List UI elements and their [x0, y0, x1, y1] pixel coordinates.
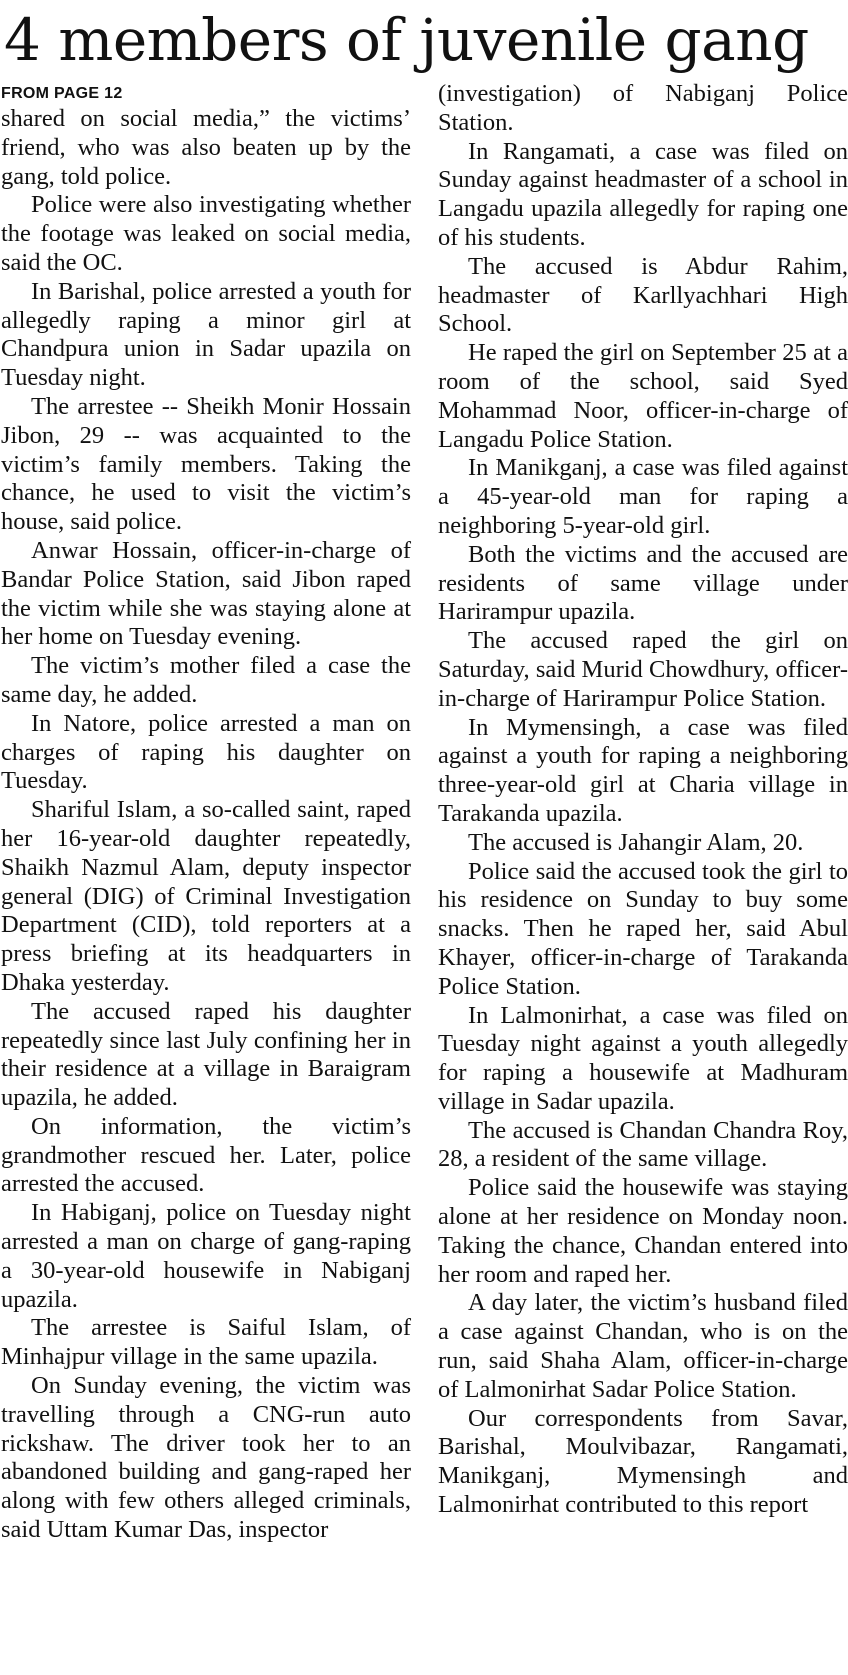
paragraph: A day later, the victim’s husband filed a case against Chandan, who is on the run, said Shaha Alam, officer-in-charge of Lalmonirhat Sadar Police Station. [438, 1289, 848, 1403]
paragraph: Anwar Hossain, officer-in-charge of Bandar Police Station, said Jibon raped the victim while she was staying alone at her home on Tuesday evening. [1, 536, 411, 651]
paragraph: In Rangamati, a case was filed on Sunday against headmaster of a school in Langadu upazila allegedly for raping one of his students. [438, 137, 848, 251]
paragraph: The accused is Jahangir Alam, 20. [468, 828, 804, 856]
paragraph: Police said the accused took the girl to his residence on Sunday to buy some snacks. Then he raped her, said Abul Khayer, officer-in-charge of Tarakanda Police Station. [438, 857, 848, 1000]
continuation-kicker: FROM PAGE 12 [1, 85, 123, 102]
article-column-left [1, 84, 411, 1545]
paragraph: The arrestee -- Sheikh Monir Hossain Jibon, 29 -- was acquainted to the victim’s family members. Taking the chance, he used to visit the victim’s house, said police. [1, 392, 411, 536]
paragraph: The accused is Chandan Chandra Roy, 28, a resident of the same village. [438, 1116, 848, 1173]
paragraph: The accused raped his daughter repeatedly since last July confining her in their residence at a village in Baraigram upazila, he added. [1, 997, 411, 1112]
paragraph: In Lalmonirhat, a case was filed on Tuesday night against a youth allegedly for raping a housewife at Madhuram village in Sadar upazila. [438, 1001, 848, 1115]
paragraph: Police were also investigating whether the footage was leaked on social media, said the OC. [1, 191, 411, 276]
headline: 4 members of juvenile gang [4, 6, 809, 74]
paragraph: The accused is Abdur Rahim, headmaster of Karllyachhari High School. [438, 252, 848, 338]
paragraph: Shariful Islam, a so-called saint, raped her 16-year-old daughter repeatedly, Shaikh Nazmul Alam, deputy inspector general (DIG) of Criminal Investigation Department (CID), told reporters at a press briefing at its headquarters in Dhaka yesterday. [1, 796, 411, 996]
paragraph: Police said the housewife was staying alone at her residence on Monday noon. Taking the chance, Chandan entered into her room and raped her. [438, 1174, 848, 1288]
paragraph: The victim’s mother filed a case the same day, he added. [1, 652, 411, 708]
paragraph: In Habiganj, police on Tuesday night arrested a man on charge of gang-raping a 30-year-old housewife in Nabiganj upazila. [1, 1199, 411, 1313]
paragraph: In Natore, police arrested a man on charges of raping his daughter on Tuesday. [1, 709, 411, 795]
paragraph: In Barishal, police arrested a youth for allegedly raping a minor girl at Chandpura union in Sadar upazila on Tuesday night. [1, 277, 411, 392]
paragraph: Both the victims and the accused are residents of same village under Harirampur upazila. [438, 540, 848, 626]
paragraph: In Mymensingh, a case was filed against a youth for raping a neighboring three-year-old girl at Charia village in Tarakanda upazila. [438, 713, 848, 827]
paragraph: shared on social media,” the victims’ friend, who was also beaten up by the gang, told police. [1, 105, 411, 190]
paragraph: Our correspondents from Savar, Barishal, Moulvibazar, Rangamati, Manikganj, Mymensingh and Lalmonirhat contributed to this report [438, 1404, 848, 1519]
paragraph: The accused raped the girl on Saturday, said Murid Chowdhury, officer-in-charge of Harirampur Police Station. [438, 627, 848, 712]
article-column-right [438, 80, 848, 1520]
paragraph: He raped the girl on September 25 at a room of the school, said Syed Mohammad Noor, officer-in-charge of Langadu Police Station. [438, 339, 848, 453]
paragraph: In Manikganj, a case was filed against a 45-year-old man for raping a neighboring 5-year-old girl. [438, 454, 848, 539]
paragraph: On Sunday evening, the victim was travelling through a CNG-run auto rickshaw. The driver took her to an abandoned building and gang-raped her along with few others alleged criminals, said Uttam Kumar Das, inspector [1, 1372, 411, 1544]
paragraph: The arrestee is Saiful Islam, of Minhajpur village in the same upazila. [1, 1314, 411, 1371]
paragraph: (investigation) of Nabiganj Police Station. [438, 80, 848, 136]
paragraph: On information, the victim’s grandmother rescued her. Later, police arrested the accused. [1, 1112, 411, 1198]
